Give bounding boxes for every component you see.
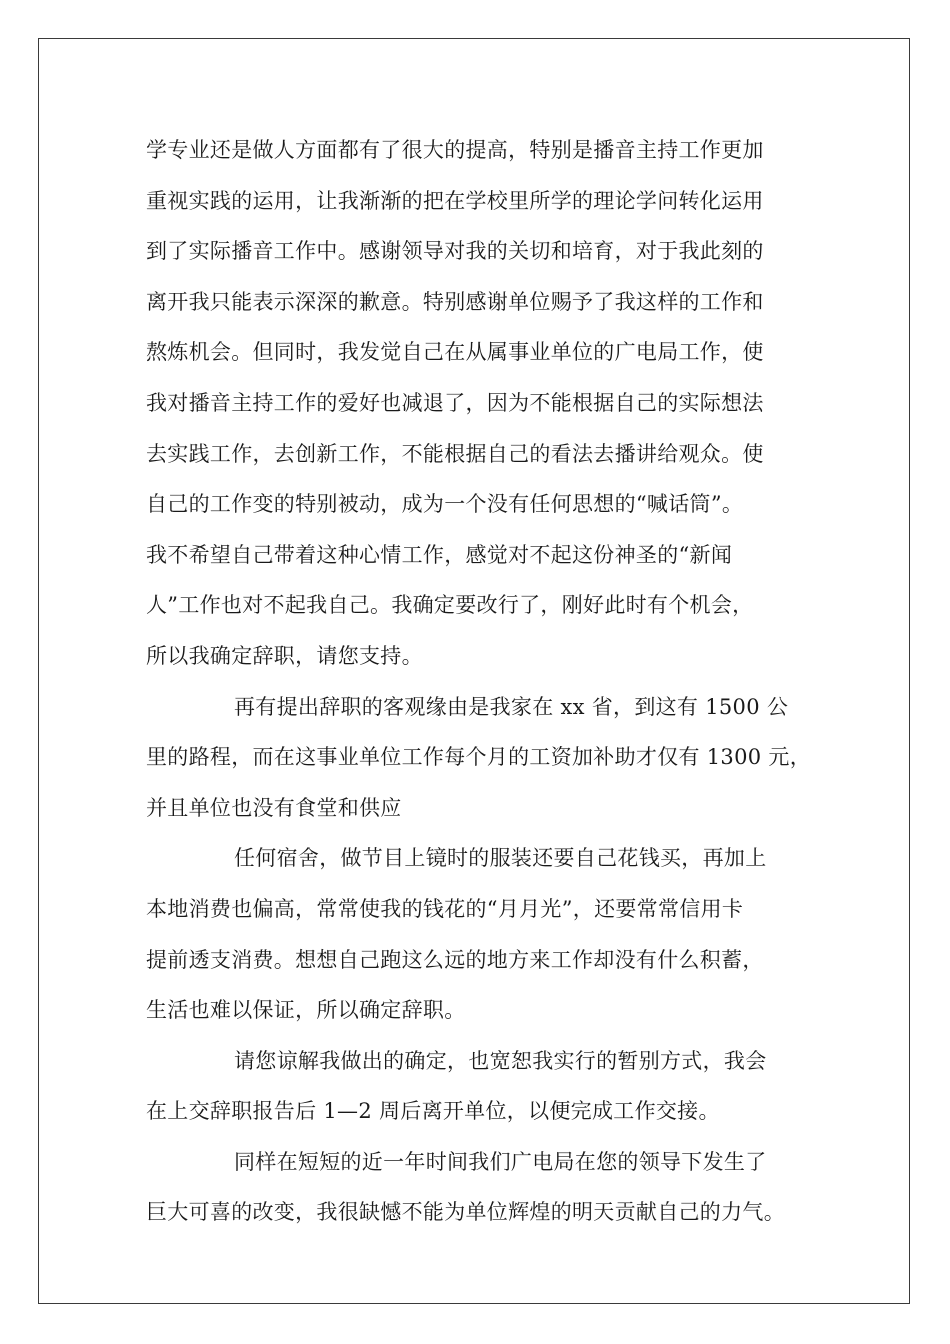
text-line: 再有提出辞职的客观缘由是我家在 xx 省，到这有 1500 公: [234, 694, 789, 719]
text-line: 在上交辞职报告后 1—2 周后离开单位，以便完成工作交接。: [146, 1099, 720, 1124]
text-line: 离开我只能表示深深的歉意。特别感谢单位赐予了我这样的工作和: [146, 289, 764, 314]
text-line: 请您谅解我做出的确定，也宽恕我实行的暂别方式，我会: [234, 1048, 767, 1073]
text-line: 任何宿舍，做节目上镜时的服装还要自己花钱买，再加上: [234, 846, 767, 871]
letter-body: [146, 125, 826, 1238]
text-line: 熬炼机会。但同时，我发觉自己在从属事业单位的广电局工作，使: [146, 340, 764, 365]
text-line: 所以我确定辞职，请您支持。: [146, 643, 423, 668]
text-line: 并且单位也没有食堂和供应: [146, 795, 402, 820]
text-line: 我对播音主持工作的爱好也减退了，因为不能根据自己的实际想法: [146, 390, 764, 415]
text-line: 重视实践的运用，让我渐渐的把在学校里所学的理论学问转化运用: [146, 188, 764, 213]
text-line: 学专业还是做人方面都有了很大的提高，特别是播音主持工作更加: [146, 138, 764, 162]
text-line: 生活也难以保证，所以确定辞职。: [146, 998, 466, 1023]
text-line: 同样在短短的近一年时间我们广电局在您的领导下发生了: [234, 1149, 767, 1174]
text-line: 我不希望自己带着这种心情工作，感觉对不起这份神圣的“新闻: [146, 542, 733, 567]
text-line: 去实践工作，去创新工作，不能根据自己的看法去播讲给观众。使: [146, 441, 764, 466]
text-line: 到了实际播音工作中。感谢领导对我的关切和培育，对于我此刻的: [146, 239, 764, 264]
text-line: 自己的工作变的特别被动，成为一个没有任何思想的“喊话筒”。: [146, 492, 744, 517]
text-line: 本地消费也偏高，常常使我的钱花的“月月光”，还要常常信用卡: [146, 896, 744, 921]
text-line: 提前透支消费。想想自己跑这么远的地方来工作却没有什么积蓄，: [146, 947, 764, 972]
text-line: 里的路程，而在这事业单位工作每个月的工资加补助才仅有 1300 元，: [146, 745, 811, 770]
text-line: 巨大可喜的改变，我很缺憾不能为单位辉煌的明天贡献自己的力气。: [146, 1200, 785, 1225]
text-line: 人”工作也对不起我自己。我确定要改行了，刚好此时有个机会，: [146, 593, 754, 618]
